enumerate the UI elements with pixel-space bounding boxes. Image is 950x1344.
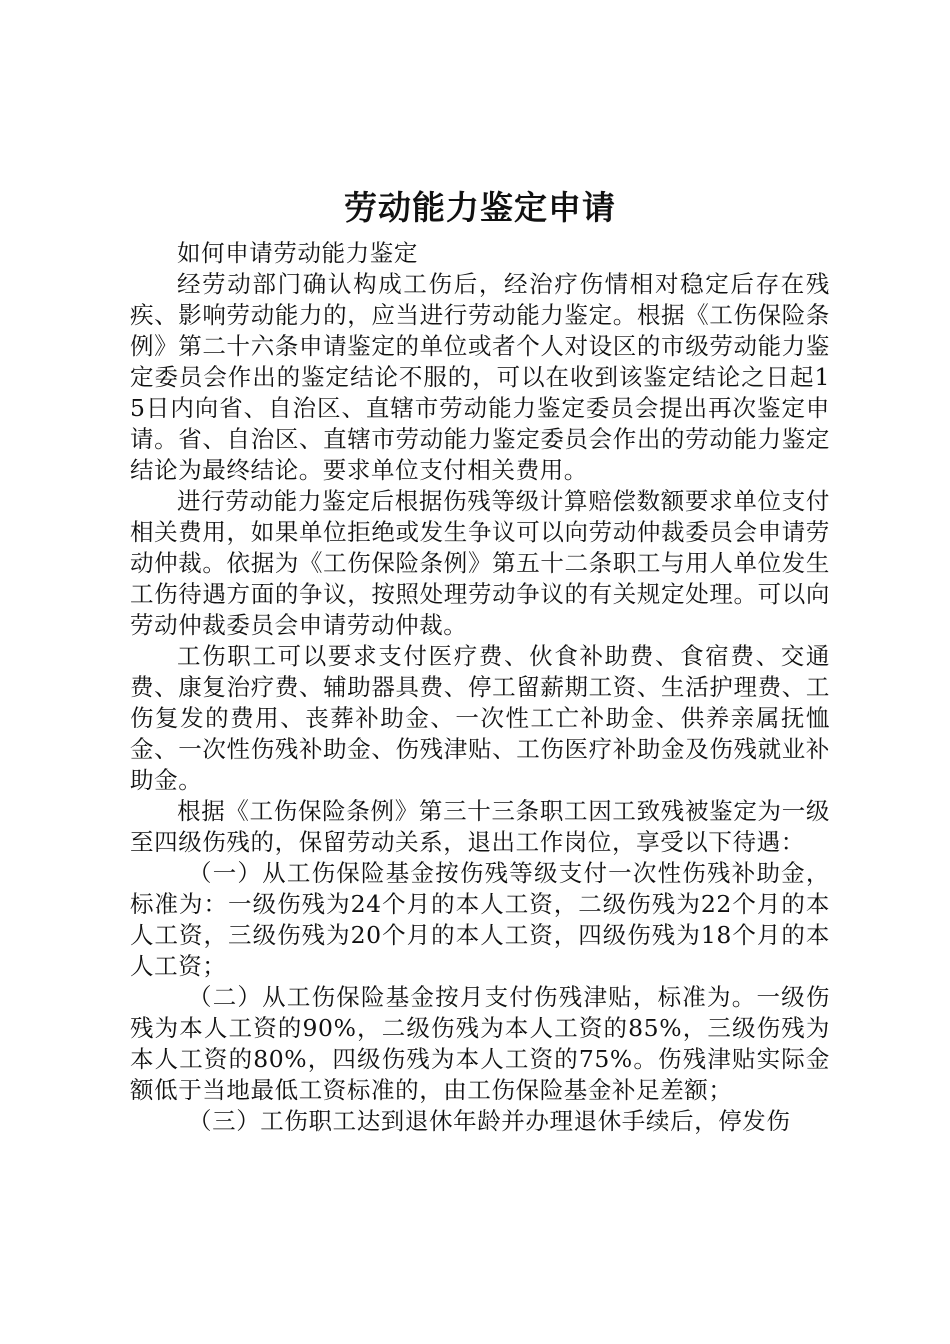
paragraph-item-1: （一）从工伤保险基金按伤残等级支付一次性伤残补助金，标准为：一级伤残为24个月的本人工资，二级伤残为22个月的本人工资，三级伤残为20个月的本人工资，四级伤残为18个月的本人工资； (130, 859, 830, 980)
paragraph-item-3: （三）工伤职工达到退休年龄并办理退休手续后，停发伤 (188, 1107, 791, 1135)
paragraph-compensation-items: 工伤职工可以要求支付医疗费、伙食补助费、食宿费、交通费、康复治疗费、辅助器具费、停工留薪期工资、生活护理费、工伤复发的费用、丧葬补助金、一次性工亡补助金、供养亲属抚恤金、一次性伤残补助金、伤残津贴、工伤医疗补助金及伤残就业补助金。 (130, 642, 830, 794)
paragraph-subheading: 如何申请劳动能力鉴定 (177, 239, 418, 267)
document-title: 劳动能力鉴定申请 (344, 188, 616, 227)
paragraph-appraisal-procedure: 经劳动部门确认构成工伤后，经治疗伤情相对稳定后存在残疾、影响劳动能力的，应当进行劳动能力鉴定。根据《工伤保险条例》第二十六条申请鉴定的单位或者个人对设区的市级劳动能力鉴定委员会作出的鉴定结论不服的，可以在收到该鉴定结论之日起15日内向省、自治区、直辖市劳动能力鉴定委员会提出再次鉴定申请。省、自治区、直辖市劳动能力鉴定委员会作出的劳动能力鉴定结论为最终结论。要求单位支付相关费用。 (130, 270, 830, 484)
paragraph-labor-arbitration: 进行劳动能力鉴定后根据伤残等级计算赔偿数额要求单位支付相关费用，如果单位拒绝或发生争议可以向劳动仲裁委员会申请劳动仲裁。依据为《工伤保险条例》第五十二条职工与用人单位发生工伤待遇方面的争议，按照处理劳动争议的有关规定处理。可以向劳动仲裁委员会申请劳动仲裁。 (130, 487, 830, 639)
document-page (130, 178, 830, 1137)
paragraph-item-2: （二）从工伤保险基金按月支付伤残津贴，标准为。一级伤残为本人工资的90%，二级伤残为本人工资的85%，三级伤残为本人工资的80%，四级伤残为本人工资的75%。伤残津贴实际金额低于当地最低工资标准的，由工伤保险基金补足差额； (130, 983, 830, 1104)
paragraph-article-33: 根据《工伤保险条例》第三十三条职工因工致残被鉴定为一级至四级伤残的，保留劳动关系，退出工作岗位，享受以下待遇： (130, 797, 830, 856)
